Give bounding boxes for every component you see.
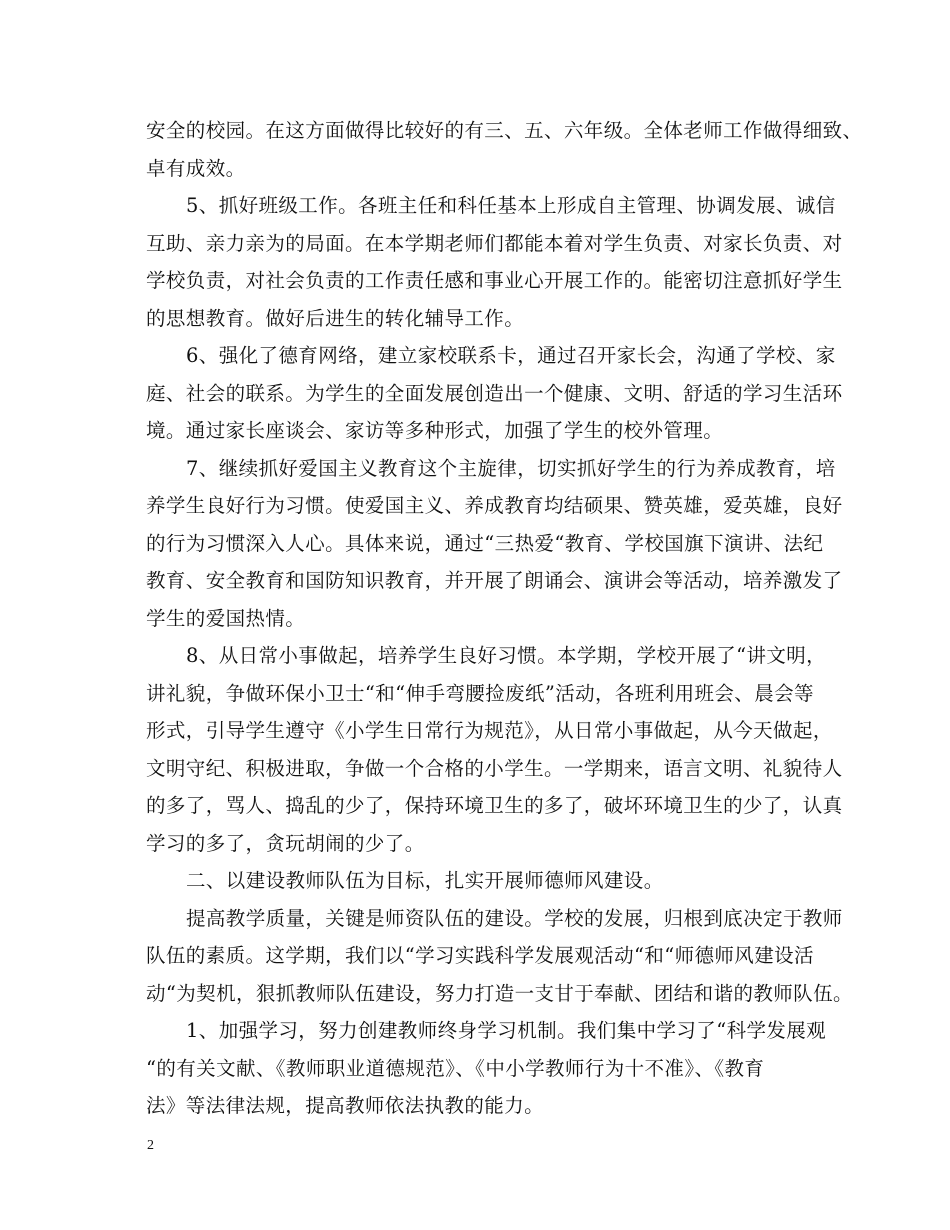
- text-line: 境。通过家长座谈会、家访等多种形式，加强了学生的校外管理。: [146, 419, 724, 442]
- text-line: 的思想教育。做好后进生的转化辅导工作。: [146, 306, 525, 330]
- body-text: [146, 112, 863, 1125]
- text-line: 形式，引导学生遵守《小学生日常行为规范》，从日常小事做起，从今天做起，: [146, 719, 833, 742]
- text-line: 7、继续抓好爱国主义教育这个主旋律，切实抓好学生的行为养成教育，培: [186, 456, 836, 480]
- text-line: 1、加强学习，努力创建教师终身学习机制。我们集中学习了“科学发展观: [186, 1019, 827, 1042]
- text-line: 法》等法律法规，提高教师依法执教的能力。: [146, 1094, 545, 1117]
- text-line: 学生的爱国热情。: [146, 606, 306, 630]
- text-line: “的有关文献、《教师职业道德规范》、《中小学教师行为十不准》、《教育: [146, 1056, 765, 1080]
- text-line: 养学生良好行为习惯。使爱国主义、养成教育均结硕果、赞英雄，爱英雄，良好: [146, 494, 843, 517]
- text-line: 8、从日常小事做起，培养学生良好习惯。本学期，学校开展了“讲文明，: [186, 644, 827, 667]
- text-line: 安全的校园。在这方面做得比较好的有三、五、六年级。全体老师工作做得细致、: [146, 119, 863, 142]
- text-line: 学习的多了，贪玩胡闹的少了。: [146, 831, 425, 855]
- text-line: 动“为契机，狠抓教师队伍建设，努力打造一支甘于奉献、团结和谐的教师队伍。: [146, 981, 853, 1005]
- text-line: 6、强化了德育网络，建立家校联系卡，通过召开家长会，沟通了学校、家: [186, 344, 836, 367]
- text-line: 卓有成效。: [146, 156, 246, 180]
- text-line: 讲礼貌，争做环保小卫士“和“伸手弯腰捡废纸”活动，各班利用班会、晨会等: [146, 681, 814, 705]
- text-line: 互助、亲力亲为的局面。在本学期老师们都能本着对学生负责、对家长负责、对: [146, 231, 843, 255]
- text-line: 队伍的素质。这学期，我们以“学习实践科学发展观活动“和“师德师风建设活: [146, 944, 814, 967]
- text-line: 的多了，骂人、捣乱的少了，保持环境卫生的多了，破坏环境卫生的少了，认真: [146, 794, 843, 817]
- text-line: 文明守纪、积极进取，争做一个合格的小学生。一学期来，语言文明、礼貌待人: [146, 756, 843, 780]
- text-line: 庭、社会的联系。为学生的全面发展创造出一个健康、文明、舒适的学习生活环: [146, 381, 843, 405]
- text-line: 5、抓好班级工作。各班主任和科任基本上形成自主管理、协调发展、诚信: [186, 194, 836, 217]
- text-line: 提高教学质量，关键是师资队伍的建设。学校的发展，归根到底决定于教师: [186, 906, 843, 930]
- text-line: 学校负责，对社会负责的工作责任感和事业心开展工作的。能密切注意抓好学生: [146, 269, 843, 292]
- text-line: 的行为习惯深入人心。具体来说，通过“三热爱“教育、学校国旗下演讲、法纪: [146, 531, 824, 555]
- section-heading: 二、以建设教师队伍为目标，扎实开展师德师风建设。: [186, 869, 664, 892]
- page-number: 2: [147, 1138, 154, 1153]
- text-line: 教育、安全教育和国防知识教育，并开展了朗诵会、演讲会等活动，培养激发了: [146, 569, 843, 592]
